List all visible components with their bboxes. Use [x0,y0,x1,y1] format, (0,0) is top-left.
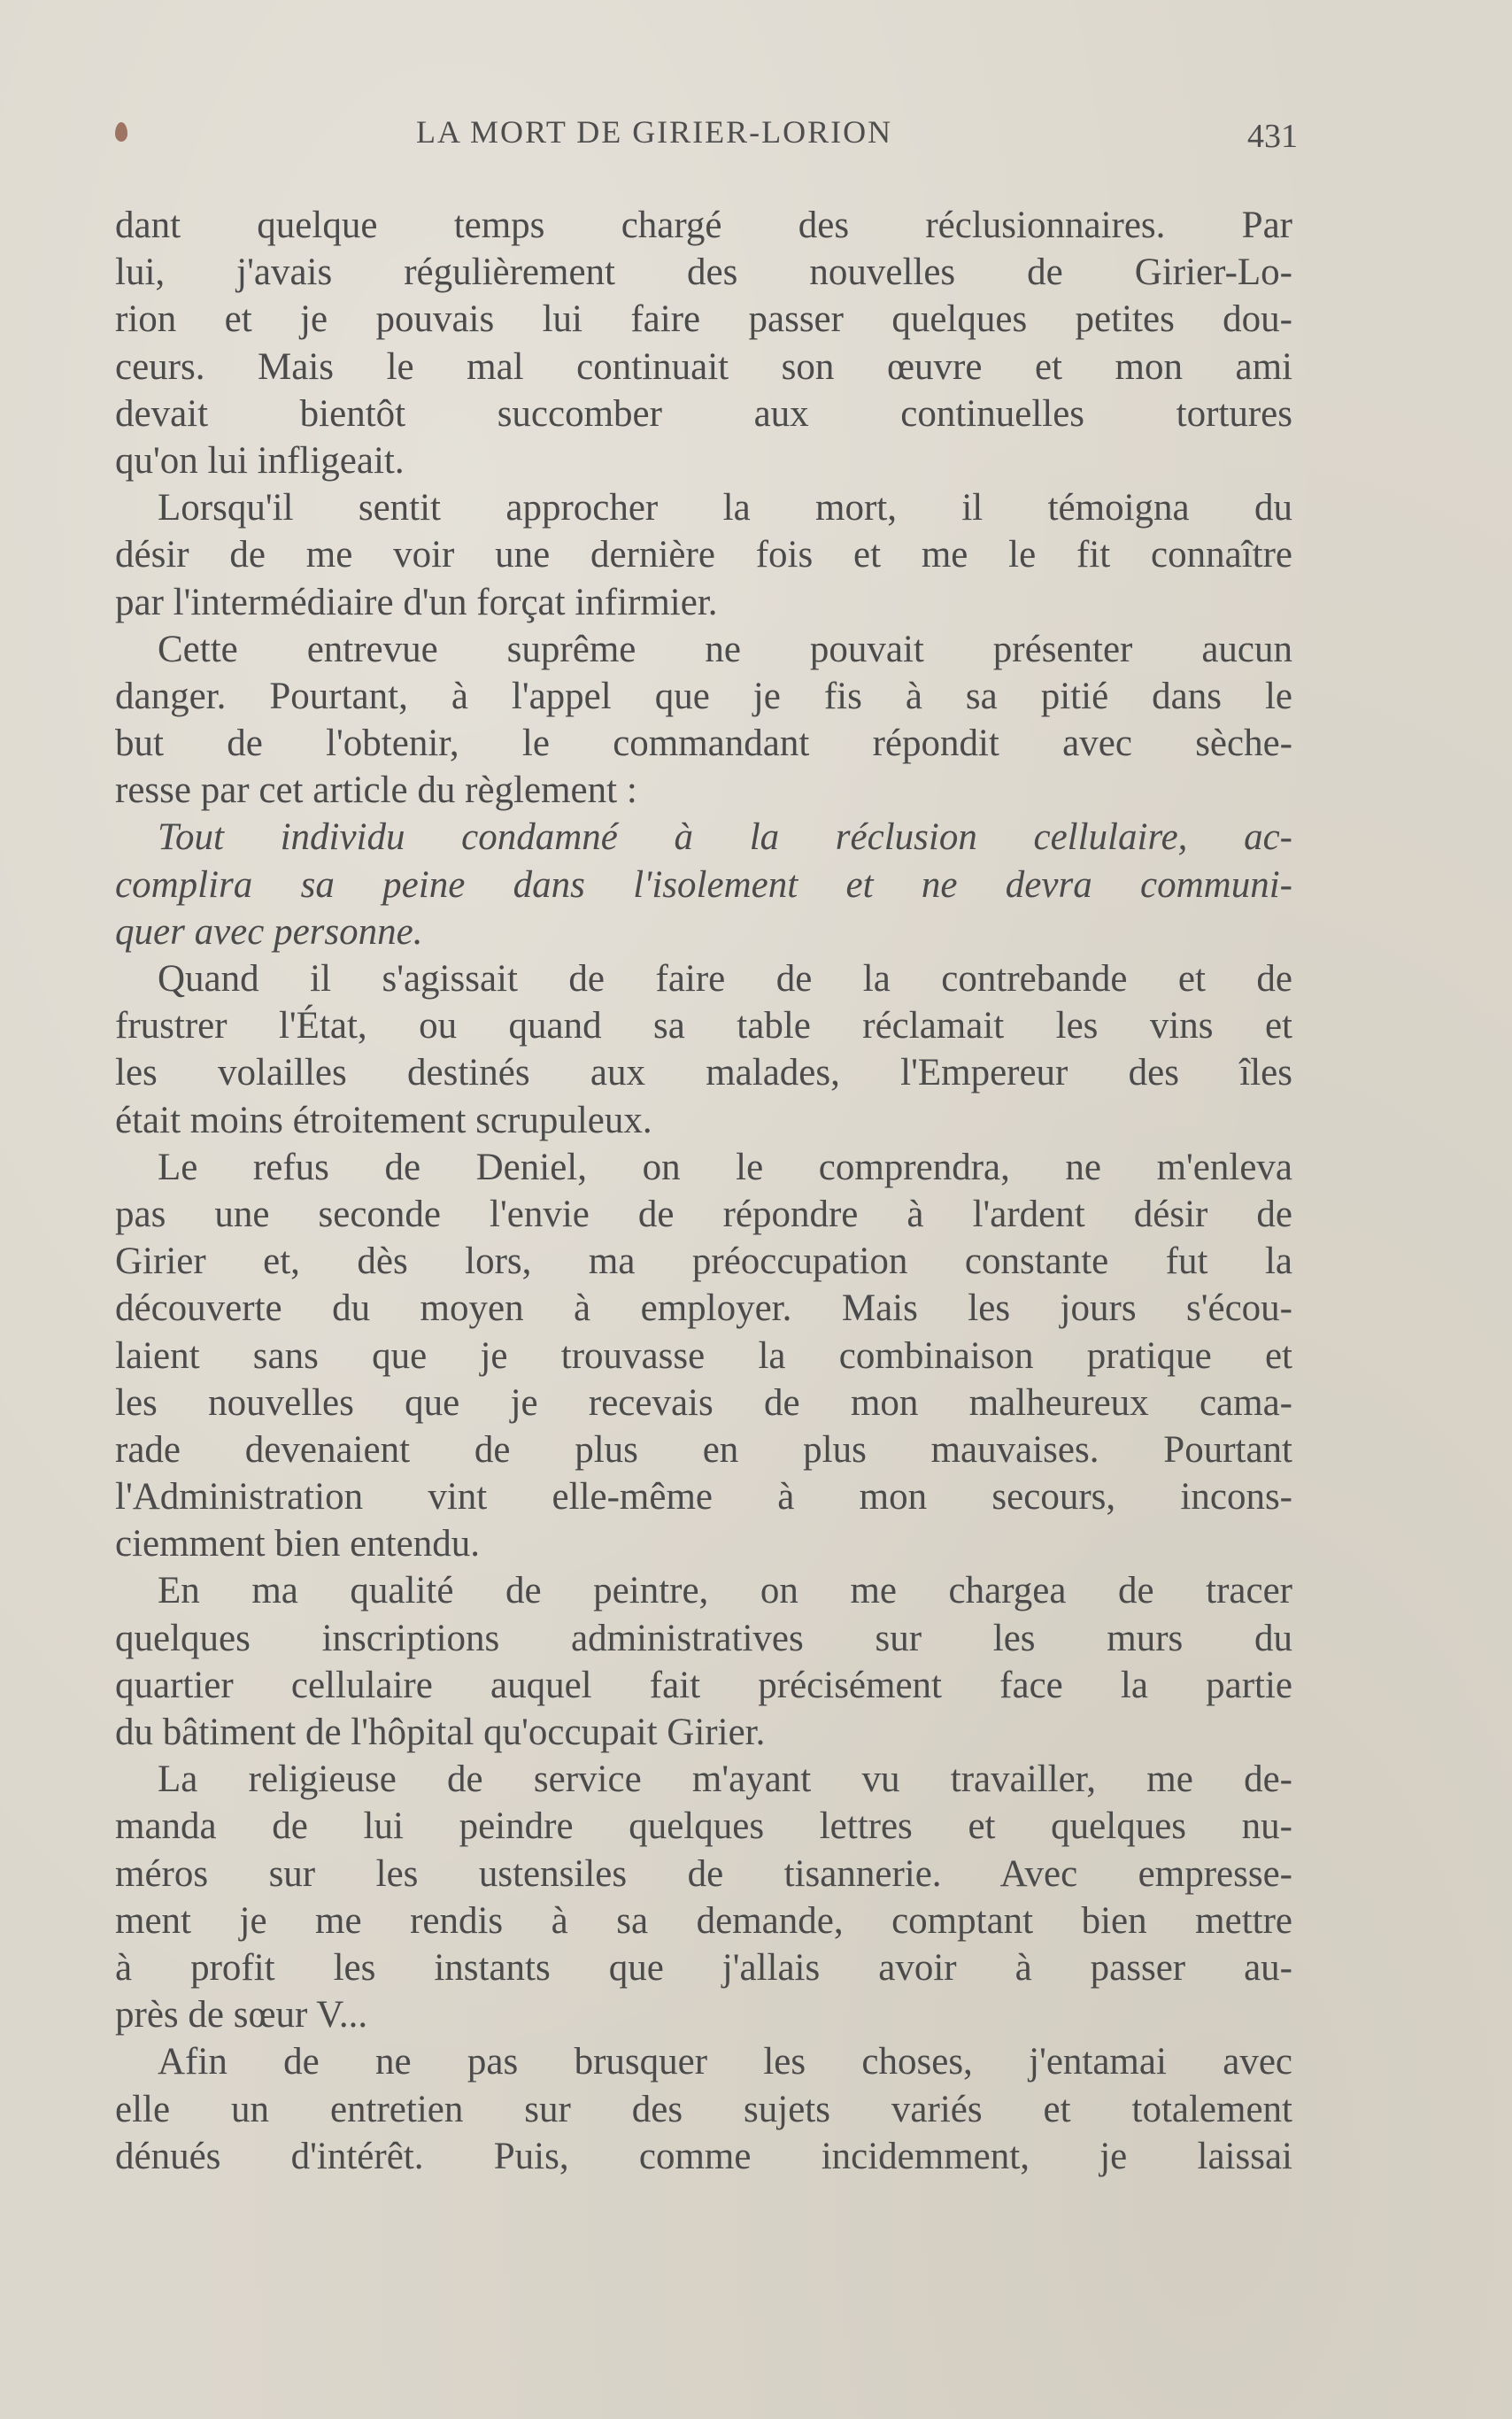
text-line: qu'on lui infligeait. [115,439,405,482]
text-line: ment je me rendis à sa demande, comptant bien mettre [115,1899,1292,1942]
text-line: quartier cellulaire auquel fait précisément face la partie [115,1664,1292,1706]
text-line: Lorsqu'il sentit approcher la mort, il témoigna du [158,487,1292,529]
running-head [115,113,1298,166]
text-line: l'Administration vint elle-même à mon secours, incons- [115,1476,1292,1519]
quoted-rule-line: complira sa peine dans l'isolement et ne devra communi- [115,863,1292,906]
quoted-rule-line: quer avec personne. [115,910,423,953]
text-line: pas une seconde l'envie de répondre à l'ardent désir de [115,1193,1292,1235]
text-line: les volailles destinés aux malades, l'Empereur des îles [115,1052,1292,1094]
text-line: lui, j'avais régulièrement des nouvelles de Girier-Lo- [115,251,1292,294]
text-line: était moins étroitement scrupuleux. [115,1099,652,1141]
text-line: rade devenaient de plus en plus mauvaises. Pourtant [115,1428,1292,1471]
text-line: manda de lui peindre quelques lettres et quelques nu- [115,1805,1292,1848]
body-text [115,202,1292,2180]
text-line: à profit les instants que j'allais avoir à passer au- [115,1946,1292,1989]
text-line: En ma qualité de peintre, on me chargea de tracer [158,1570,1292,1612]
text-line: dénués d'intérêt. Puis, comme incidemment, je laissai [115,2135,1292,2177]
page-number: 431 [1247,118,1298,155]
text-line: devait bientôt succomber aux continuelles tortures [115,392,1292,435]
text-line: Quand il s'agissait de faire de la contrebande et de [158,958,1292,1000]
text-line: Cette entrevue suprême ne pouvait présenter aucun [158,628,1292,670]
text-line: près de sœur V... [115,1994,368,2036]
text-line: danger. Pourtant, à l'appel que je fis à sa pitié dans le [115,675,1292,717]
text-line: resse par cet article du règlement : [115,769,637,812]
text-line: elle un entretien sur des sujets variés et totalement [115,2088,1292,2130]
text-line: par l'intermédiaire d'un forçat infirmier. [115,581,718,623]
text-line: dant quelque temps chargé des réclusionnaires. Par [115,205,1292,246]
text-line: quelques inscriptions administratives sur les murs du [115,1617,1292,1659]
text-line: Girier et, dès lors, ma préoccupation constante fut la [115,1240,1292,1283]
text-line: Le refus de Deniel, on le comprendra, ne m'enleva [158,1146,1292,1188]
text-line: but de l'obtenir, le commandant répondit avec sèche- [115,723,1292,765]
text-line: La religieuse de service m'ayant vu travailler, me de- [158,1758,1292,1801]
text-line: laient sans que je trouvasse la combinaison pratique et [115,1334,1292,1377]
text-line: découverte du moyen à employer. Mais les jours s'écou- [115,1287,1292,1330]
text-line: Afin de ne pas brusquer les choses, j'entamai avec [158,2041,1292,2083]
quoted-rule-line: Tout individu condamné à la réclusion cellulaire, ac- [158,816,1292,859]
text-line: ceurs. Mais le mal continuait son œuvre et mon ami [115,345,1292,388]
chapter-title: LA MORT DE GIRIER-LORION [416,114,893,150]
text-line: frustrer l'État, ou quand sa table réclamait les vins et [115,1005,1292,1047]
ornament-icon [115,122,127,142]
text-line: les nouvelles que je recevais de mon malheureux cama- [115,1381,1292,1424]
text-line: ciemment bien entendu. [115,1523,480,1565]
text-line: du bâtiment de l'hôpital qu'occupait Girier. [115,1712,766,1753]
text-line: désir de me voir une dernière fois et me le fit connaître [115,534,1292,576]
text-line: méros sur les ustensiles de tisannerie. Avec empresse- [115,1852,1292,1895]
text-line: rion et je pouvais lui faire passer quelques petites dou- [115,298,1292,341]
